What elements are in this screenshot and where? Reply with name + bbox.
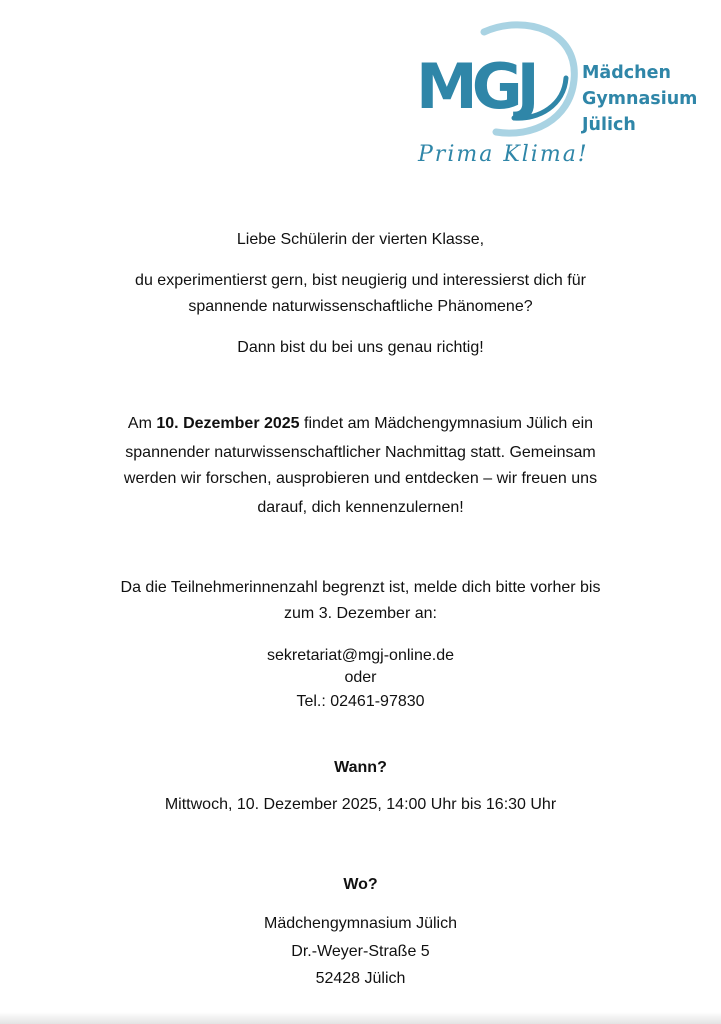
where-street: Dr.-Weyer-Straße 5 (291, 943, 430, 960)
logo-name-line: Gymnasium (582, 89, 698, 109)
logo-slogan: Prima Klima! (418, 142, 589, 167)
registration-line: zum 3. Dezember an: (284, 605, 437, 622)
school-logo (414, 20, 714, 180)
intro-question-line: du experimentierst gern, bist neugierig und interessierst dich für (135, 272, 586, 289)
intro-question-line: spannende naturwissenschaftliche Phänomene? (188, 298, 533, 315)
logo-school-name (582, 60, 697, 138)
greeting: Liebe Schülerin der vierten Klasse, (236, 231, 485, 248)
event-line-suffix: findet am Mädchengymnasium Jülich ein (299, 415, 594, 432)
page-bottom-shade (0, 1012, 721, 1024)
mgj-logo-icon (414, 20, 584, 140)
logo-name-line: Mädchen (582, 63, 671, 83)
event-line: werden wir forschen, ausprobieren und entdecken – wir freuen uns (123, 470, 598, 487)
where-name: Mädchengymnasium Jülich (264, 915, 457, 932)
registration-email: sekretariat@mgj-online.de (267, 647, 454, 664)
event-line: spannender naturwissenschaftlicher Nachmittag statt. Gemeinsam (125, 444, 596, 461)
where-heading: Wo? (343, 876, 378, 893)
when-heading: Wann? (334, 759, 387, 776)
logo-letters: MGJ (416, 50, 534, 123)
event-line-prefix: Am (127, 415, 157, 432)
event-date: 10. Dezember 2025 (156, 415, 300, 432)
registration-line: Da die Teilnehmerinnenzahl begrenzt ist, melde dich bitte vorher bis (120, 579, 601, 596)
registration-or: oder (344, 669, 377, 686)
where-city: 52428 Jülich (315, 970, 406, 987)
when-text: Mittwoch, 10. Dezember 2025, 14:00 Uhr bis 16:30 Uhr (164, 796, 557, 813)
event-line: darauf, dich kennenzulernen! (257, 499, 464, 516)
logo-name-line: Jülich (582, 115, 636, 135)
intro-answer: Dann bist du bei uns genau richtig! (237, 339, 484, 356)
event-line (0, 411, 721, 437)
registration-phone: Tel.: 02461-97830 (296, 693, 425, 710)
